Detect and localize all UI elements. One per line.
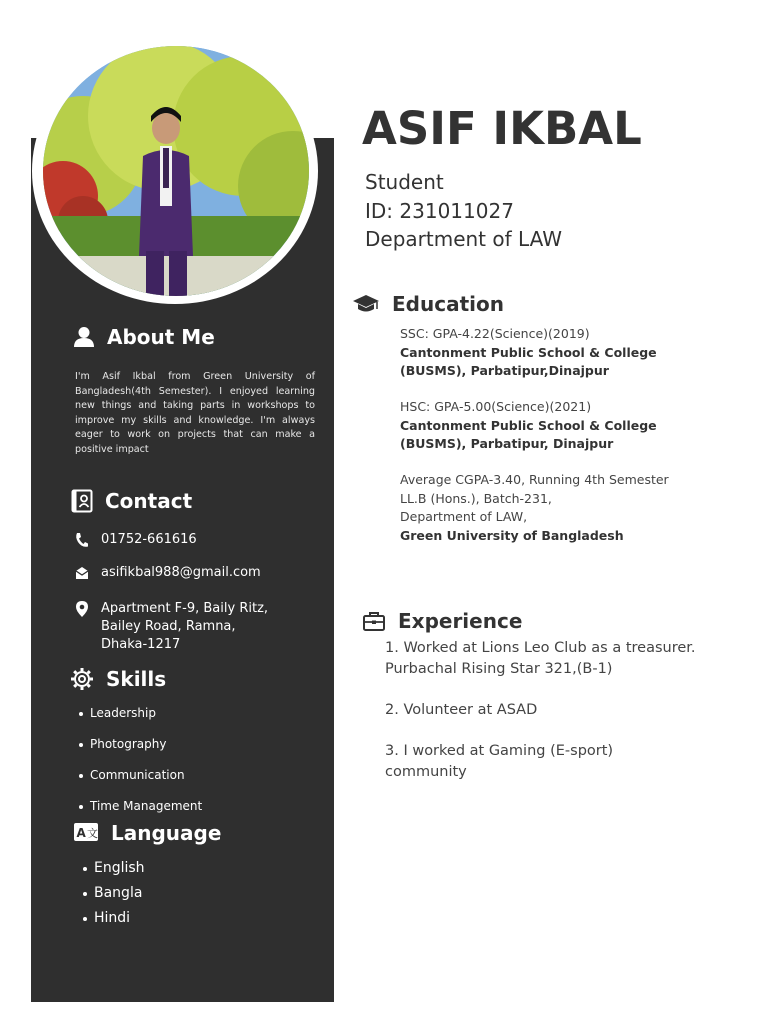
location-pin-icon <box>75 600 89 618</box>
briefcase-icon <box>362 610 386 632</box>
skills-list <box>75 698 202 822</box>
education-ssc <box>400 325 657 381</box>
candidate-role: Student <box>365 170 444 194</box>
gear-icon <box>70 667 94 691</box>
ssc-result: SSC: GPA-4.22(Science)(2019) <box>400 326 590 341</box>
hsc-school-line-1: Cantonment Public School & College <box>400 417 657 433</box>
email-text: asifikbal988@gmail.com <box>101 565 261 580</box>
skill-item: Photography <box>75 729 202 760</box>
skill-item: Communication <box>75 760 202 791</box>
language-item: Hindi <box>79 906 145 931</box>
user-icon <box>73 326 95 348</box>
skills-title: Skills <box>106 667 167 691</box>
uni-degree: LL.B (Hons.), Batch-231, <box>400 490 552 506</box>
candidate-info <box>365 168 562 254</box>
contact-phone[interactable] <box>75 531 197 549</box>
language-title: Language <box>111 821 222 845</box>
experience-item-2-line-1: 2. Volunteer at ASAD <box>385 702 538 718</box>
about-title: About Me <box>107 325 215 349</box>
address-line-1: Apartment F-9, Baily Ritz, <box>101 601 269 616</box>
education-hsc <box>400 398 657 454</box>
education-title: Education <box>392 292 504 316</box>
contact-heading <box>71 489 192 513</box>
experience-item-3-line-1: 3. I worked at Gaming (E-sport) <box>385 743 614 759</box>
phone-icon <box>75 531 89 549</box>
ssc-school-line-2: (BUSMS), Parbatipur,Dinajpur <box>400 363 609 378</box>
education-university <box>400 471 669 545</box>
uni-name: Green University of Bangladesh <box>400 527 624 543</box>
candidate-name: ASIF IKBAL <box>362 102 642 155</box>
svg-text:文: 文 <box>87 827 98 840</box>
education-heading <box>352 292 504 316</box>
phone-text: 01752-661616 <box>101 532 197 547</box>
experience-item-3 <box>385 741 613 783</box>
language-item: English <box>79 856 145 881</box>
hsc-school-line-2: (BUSMS), Parbatipur, Dinajpur <box>400 436 614 451</box>
hsc-result: HSC: GPA-5.00(Science)(2021) <box>400 399 592 414</box>
address-line-2: Bailey Road, Ramna, <box>101 619 236 634</box>
contact-title: Contact <box>105 489 193 513</box>
experience-item-1-line-2: Purbachal Rising Star 321,(B-1) <box>385 661 613 677</box>
contact-card-icon <box>71 489 93 513</box>
candidate-id: ID: 231011027 <box>365 198 514 223</box>
candidate-department: Department of LAW <box>365 227 562 251</box>
experience-item-1 <box>385 638 696 680</box>
language-list <box>79 856 145 931</box>
experience-title: Experience <box>398 609 523 633</box>
skills-heading <box>70 667 166 691</box>
graduation-cap-icon <box>352 293 380 315</box>
experience-item-1-line-1: 1. Worked at Lions Leo Club as a treasurer. <box>385 640 696 656</box>
skill-item: Time Management <box>75 791 202 822</box>
experience-item-3-line-2: community <box>385 764 467 780</box>
contact-address <box>75 600 301 654</box>
contact-email[interactable] <box>75 564 261 582</box>
experience-heading <box>362 609 522 633</box>
profile-photo <box>43 46 309 296</box>
language-item: Bangla <box>79 881 145 906</box>
about-heading <box>73 325 215 349</box>
language-heading <box>73 821 221 845</box>
uni-department: Department of LAW, <box>400 509 528 524</box>
ssc-school-line-1: Cantonment Public School & College <box>400 344 657 360</box>
svg-text:A: A <box>76 826 86 840</box>
envelope-icon <box>75 564 89 582</box>
uni-cgpa: Average CGPA-3.40, Running 4th Semester <box>400 472 669 487</box>
address-line-3: Dhaka-1217 <box>101 637 181 652</box>
skill-item: Leadership <box>75 698 202 729</box>
experience-item-2 <box>385 700 537 721</box>
about-text: I'm Asif Ikbal from Green University of Bangladesh(4th Semester). I enjoyed learning new things and taking parts in workshops to improve my skills and knowledge. I'm always eager to work on projects that can make a positive impact <box>75 371 315 455</box>
translate-icon <box>73 822 99 844</box>
